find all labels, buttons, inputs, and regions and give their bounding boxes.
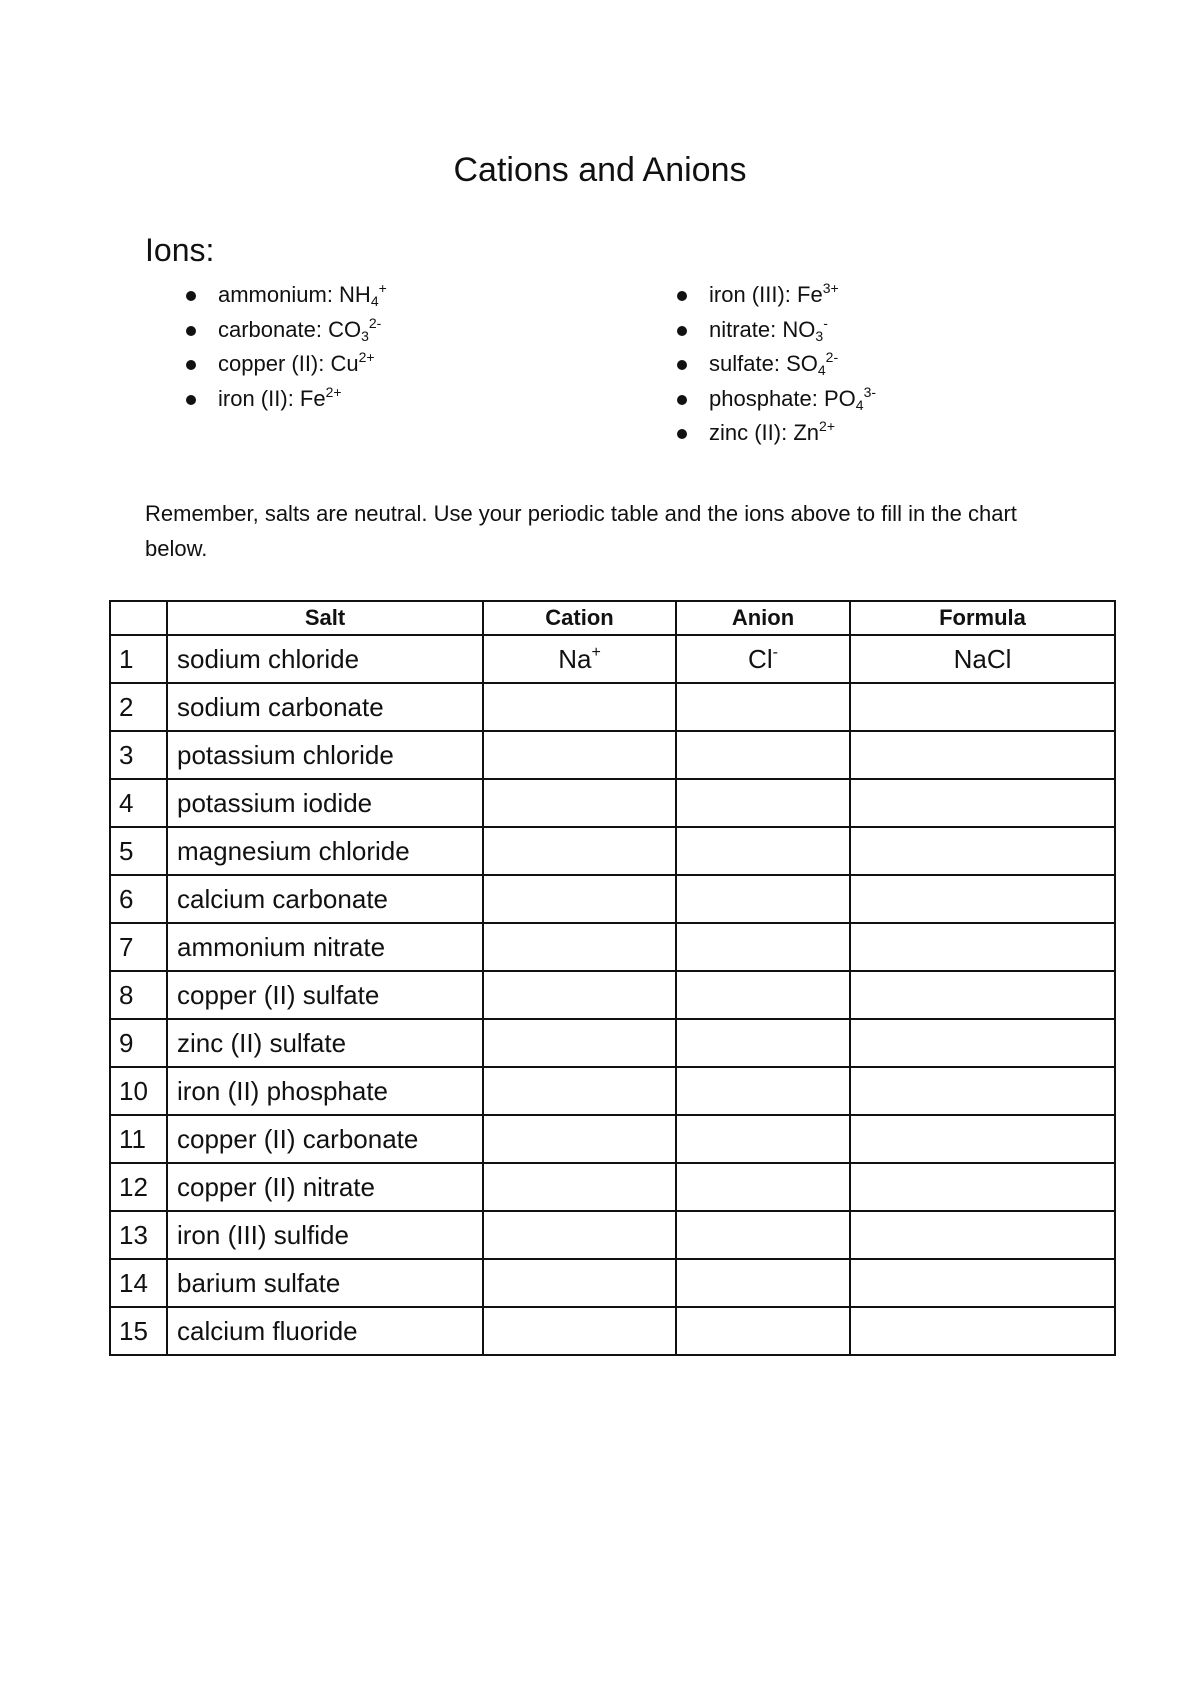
- ion-subscript: 4: [370, 293, 379, 309]
- bullet-icon: [677, 360, 687, 370]
- salt-name-cell: magnesium chloride: [167, 827, 483, 875]
- anion-cell[interactable]: [676, 779, 850, 827]
- cation-cell[interactable]: [483, 731, 676, 779]
- formula-cell[interactable]: NaCl: [850, 635, 1115, 683]
- row-number: 4: [110, 779, 167, 827]
- ion-symbol: CO: [328, 316, 362, 342]
- ion-name: iron (II): [218, 385, 288, 411]
- table-row: [110, 635, 1115, 683]
- ion-name: nitrate: [709, 316, 771, 342]
- ion-name: phosphate: [709, 385, 812, 411]
- ion-charge: 2-: [825, 349, 839, 365]
- ion-item: phosphate: $PO_4^{3-}$: [677, 382, 876, 417]
- ion-charge: +: [378, 280, 387, 296]
- anion-charge: -: [772, 643, 778, 661]
- ion-item: copper (II): $Cu^{2+}$: [186, 347, 387, 382]
- bullet-icon: [677, 326, 687, 336]
- cation-cell[interactable]: [483, 683, 676, 731]
- salt-name-cell: barium sulfate: [167, 1259, 483, 1307]
- ion-symbol: NH: [339, 282, 371, 307]
- formula-cell[interactable]: [850, 1067, 1115, 1115]
- ion-charge: 2-: [368, 314, 382, 331]
- cation-cell[interactable]: [483, 971, 676, 1019]
- ion-charge: 2+: [819, 418, 836, 434]
- ion-symbol: Cu: [330, 351, 359, 376]
- row-number: 15: [110, 1307, 167, 1355]
- ion-symbol: Fe: [797, 282, 823, 307]
- row-number: 9: [110, 1019, 167, 1067]
- row-number: 5: [110, 827, 167, 875]
- anion-cell[interactable]: [676, 971, 850, 1019]
- ion-charge: 2+: [358, 349, 375, 365]
- header-cation: Cation: [483, 601, 676, 635]
- ion-item: carbonate: $CO_3^{2-}$: [186, 313, 387, 348]
- row-number: 13: [110, 1211, 167, 1259]
- ion-item: sulfate: $SO_4^{2-}$: [677, 347, 876, 382]
- table-row: [110, 827, 1115, 875]
- formula-cell[interactable]: [850, 1019, 1115, 1067]
- cation-cell[interactable]: [483, 1163, 676, 1211]
- anion-cell[interactable]: [676, 635, 850, 683]
- salt-name-cell: copper (II) nitrate: [167, 1163, 483, 1211]
- cation-cell[interactable]: [483, 875, 676, 923]
- table-row: [110, 923, 1115, 971]
- row-number: 2: [110, 683, 167, 731]
- salt-name-cell: zinc (II) sulfate: [167, 1019, 483, 1067]
- ion-item: iron (II): $Fe^{2+}$: [186, 382, 387, 417]
- ion-list-left: [186, 278, 387, 416]
- cation-cell[interactable]: [483, 1115, 676, 1163]
- salt-name-cell: iron (II) phosphate: [167, 1067, 483, 1115]
- row-number: 7: [110, 923, 167, 971]
- salt-name-cell: iron (III) sulfide: [167, 1211, 483, 1259]
- cation-cell[interactable]: [483, 635, 676, 683]
- anion-cell[interactable]: [676, 1067, 850, 1115]
- salt-name-cell: sodium carbonate: [167, 683, 483, 731]
- anion-cell[interactable]: [676, 731, 850, 779]
- cation-cell[interactable]: [483, 1259, 676, 1307]
- row-number: 6: [110, 875, 167, 923]
- header-number: [110, 601, 167, 635]
- ion-subscript: 4: [817, 362, 826, 378]
- bullet-icon: [677, 429, 687, 439]
- cation-cell[interactable]: [483, 779, 676, 827]
- cation-cell[interactable]: [483, 1307, 676, 1355]
- bullet-icon: [677, 291, 687, 301]
- table-header-row: [110, 601, 1115, 635]
- salt-name-cell: potassium iodide: [167, 779, 483, 827]
- bullet-icon: [186, 395, 196, 405]
- salt-name-cell: copper (II) carbonate: [167, 1115, 483, 1163]
- anion-cell[interactable]: [676, 923, 850, 971]
- ion-charge: 2+: [325, 383, 342, 400]
- anion-cell[interactable]: [676, 827, 850, 875]
- ion-item: nitrate: $NO_3^-$: [677, 313, 876, 348]
- cation-cell[interactable]: [483, 923, 676, 971]
- header-formula: Formula: [850, 601, 1115, 635]
- row-number: 12: [110, 1163, 167, 1211]
- ion-name: iron (III): [709, 282, 785, 307]
- row-number: 1: [110, 635, 167, 683]
- page-title: Cations and Anions: [453, 151, 747, 189]
- table-row: [110, 779, 1115, 827]
- ion-symbol: Zn: [793, 420, 820, 445]
- salt-name-cell: calcium fluoride: [167, 1307, 483, 1355]
- cation-symbol: Na: [558, 643, 592, 674]
- ion-symbol: Fe: [299, 385, 326, 411]
- ion-item: ammonium: $NH_4^+$: [186, 278, 387, 313]
- anion-cell[interactable]: [676, 683, 850, 731]
- ion-charge: 3-: [863, 383, 877, 400]
- cation-charge: +: [591, 643, 601, 661]
- ion-charge: 3+: [822, 280, 839, 296]
- ion-name: copper (II): [218, 351, 319, 376]
- ion-name: zinc (II): [709, 420, 782, 445]
- ion-symbol: PO: [824, 385, 856, 411]
- salt-table: [109, 600, 1116, 1356]
- bullet-icon: [186, 326, 196, 336]
- bullet-icon: [186, 291, 196, 301]
- cation-cell[interactable]: [483, 1019, 676, 1067]
- table-row: [110, 731, 1115, 779]
- formula-cell[interactable]: [850, 923, 1115, 971]
- anion-cell[interactable]: [676, 1211, 850, 1259]
- ion-list-right: [677, 278, 876, 451]
- table-row: [110, 1019, 1115, 1067]
- ion-item: iron (III): $Fe^{3+}$: [677, 278, 876, 313]
- anion-cell[interactable]: [676, 1307, 850, 1355]
- ion-subscript: 3: [361, 327, 369, 344]
- ion-subscript: 4: [855, 396, 864, 413]
- anion-cell[interactable]: [676, 1259, 850, 1307]
- ion-charge: -: [823, 314, 828, 331]
- row-number: 3: [110, 731, 167, 779]
- table-row: [110, 1211, 1115, 1259]
- table-row: [110, 683, 1115, 731]
- row-number: 14: [110, 1259, 167, 1307]
- table-body: [110, 635, 1115, 1355]
- header-anion: Anion: [676, 601, 850, 635]
- table-row: [110, 1259, 1115, 1307]
- formula-cell[interactable]: [850, 731, 1115, 779]
- row-number: 8: [110, 971, 167, 1019]
- salt-name-cell: sodium chloride: [167, 635, 483, 683]
- formula-cell[interactable]: [850, 971, 1115, 1019]
- formula-cell[interactable]: [850, 875, 1115, 923]
- ion-name: ammonium: [218, 282, 327, 307]
- anion-cell[interactable]: [676, 1019, 850, 1067]
- table-row: [110, 1067, 1115, 1115]
- table-row: [110, 971, 1115, 1019]
- bullet-icon: [186, 360, 196, 370]
- salt-name-cell: calcium carbonate: [167, 875, 483, 923]
- ion-subscript: 3: [815, 327, 824, 344]
- header-salt: Salt: [167, 601, 483, 635]
- formula-cell[interactable]: [850, 1211, 1115, 1259]
- formula-cell[interactable]: [850, 1163, 1115, 1211]
- ion-item: zinc (II): $Zn^{2+}$: [677, 416, 876, 451]
- formula-cell[interactable]: [850, 1259, 1115, 1307]
- formula-cell[interactable]: [850, 1307, 1115, 1355]
- salt-name-cell: potassium chloride: [167, 731, 483, 779]
- ion-name: sulfate: [709, 351, 774, 376]
- table-row: [110, 1115, 1115, 1163]
- anion-cell[interactable]: [676, 875, 850, 923]
- row-number: 10: [110, 1067, 167, 1115]
- salt-name-cell: ammonium nitrate: [167, 923, 483, 971]
- table-row: [110, 1307, 1115, 1355]
- bullet-icon: [677, 395, 687, 405]
- row-number: 11: [110, 1115, 167, 1163]
- instructions-text: Remember, salts are neutral. Use your periodic table and the ions above to fill in the chart below.: [145, 501, 1017, 561]
- cation-cell[interactable]: [483, 1067, 676, 1115]
- salt-name-cell: copper (II) sulfate: [167, 971, 483, 1019]
- ion-symbol: NO: [782, 316, 816, 342]
- ion-name: carbonate: [218, 316, 316, 342]
- anion-symbol: Cl: [748, 643, 773, 674]
- cation-cell[interactable]: [483, 1211, 676, 1259]
- ion-symbol: SO: [786, 351, 818, 376]
- cation-cell[interactable]: [483, 827, 676, 875]
- formula-cell[interactable]: [850, 1115, 1115, 1163]
- formula-cell[interactable]: [850, 779, 1115, 827]
- table-row: [110, 875, 1115, 923]
- anion-cell[interactable]: [676, 1115, 850, 1163]
- formula-cell[interactable]: [850, 683, 1115, 731]
- ions-heading: Ions:: [145, 232, 215, 268]
- anion-cell[interactable]: [676, 1163, 850, 1211]
- formula-cell[interactable]: [850, 827, 1115, 875]
- table-row: [110, 1163, 1115, 1211]
